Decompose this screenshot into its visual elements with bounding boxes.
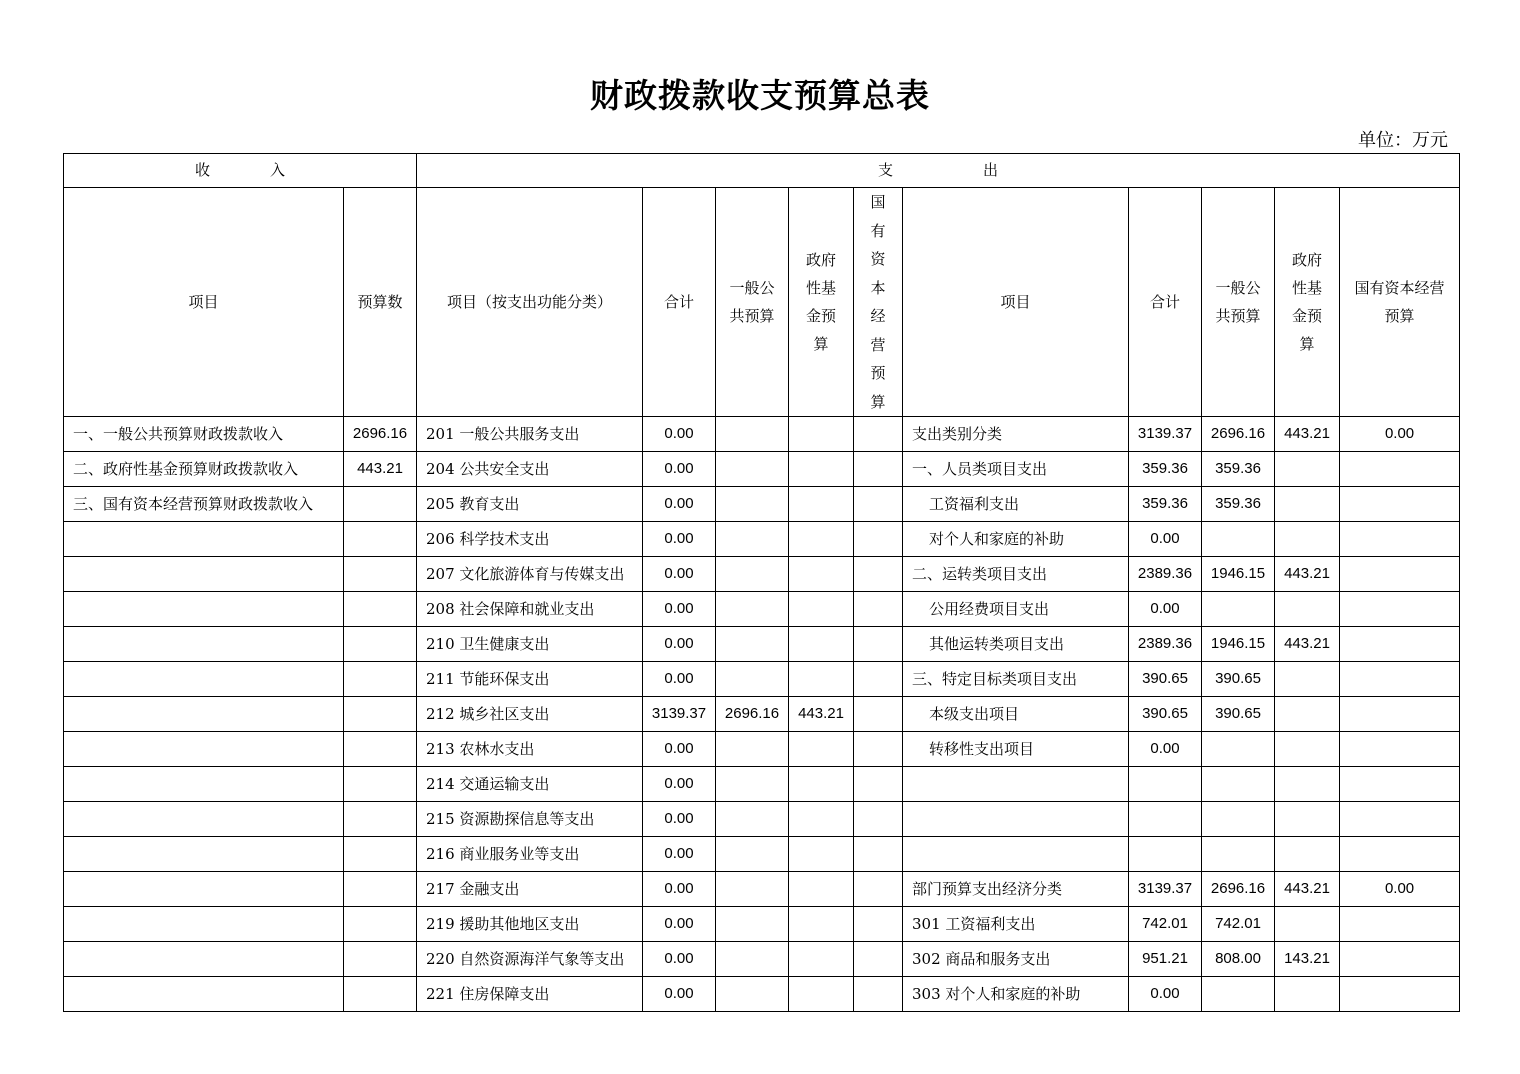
- table-row: [64, 732, 1460, 767]
- income-item-cell: 二、政府性基金预算财政拨款收入: [64, 452, 344, 487]
- econ-total-cell: 0.00: [1129, 592, 1202, 627]
- income-item-cell: [64, 697, 344, 732]
- econ-item-cell: 支出类别分类: [903, 417, 1129, 452]
- econ-total-cell: 742.01: [1129, 907, 1202, 942]
- econ-item-cell: 工资福利支出: [903, 487, 1129, 522]
- func-item-cell: 211 节能环保支出: [417, 662, 643, 697]
- func-total-cell: 0.00: [643, 872, 716, 907]
- econ-state-cell: [1340, 732, 1460, 767]
- func-state-cell: [854, 872, 903, 907]
- func-fund-cell: [789, 417, 854, 452]
- econ-item-cell: [903, 802, 1129, 837]
- econ-general-cell: [1202, 837, 1275, 872]
- econ-state-cell: [1340, 557, 1460, 592]
- income-budget-cell: [344, 802, 417, 837]
- income-budget-cell: [344, 662, 417, 697]
- income-budget-cell: [344, 487, 417, 522]
- func-total-cell: 0.00: [643, 942, 716, 977]
- func-general-cell: [716, 767, 789, 802]
- page-title: 财政拨款收支预算总表: [590, 76, 930, 115]
- func-general-cell: [716, 417, 789, 452]
- col-econ-fund: [1275, 188, 1340, 417]
- econ-item-cell: 303 对个人和家庭的补助: [903, 977, 1129, 1012]
- col-func-fund-label: 政府性基金预算: [806, 251, 837, 353]
- econ-general-cell: [1202, 522, 1275, 557]
- econ-general-cell: [1202, 592, 1275, 627]
- econ-item-cell: 本级支出项目: [903, 697, 1129, 732]
- income-budget-cell: 2696.16: [344, 417, 417, 452]
- income-budget-cell: [344, 732, 417, 767]
- econ-state-cell: [1340, 837, 1460, 872]
- econ-item-cell: [903, 837, 1129, 872]
- econ-fund-cell: [1275, 487, 1340, 522]
- table-row: [64, 452, 1460, 487]
- func-state-cell: [854, 417, 903, 452]
- func-fund-cell: [789, 557, 854, 592]
- income-item-cell: [64, 627, 344, 662]
- func-item-cell: 217 金融支出: [417, 872, 643, 907]
- func-general-cell: [716, 872, 789, 907]
- table-row: [64, 627, 1460, 662]
- func-total-cell: 0.00: [643, 802, 716, 837]
- econ-total-cell: 2389.36: [1129, 557, 1202, 592]
- econ-total-cell: 3139.37: [1129, 417, 1202, 452]
- econ-total-cell: [1129, 837, 1202, 872]
- func-state-cell: [854, 522, 903, 557]
- income-item-cell: [64, 837, 344, 872]
- func-item-cell: 220 自然资源海洋气象等支出: [417, 942, 643, 977]
- econ-state-cell: [1340, 977, 1460, 1012]
- func-general-cell: [716, 732, 789, 767]
- col-func-state: [854, 188, 903, 417]
- col-econ-item-label: 项目: [1000, 293, 1031, 311]
- econ-total-cell: 359.36: [1129, 452, 1202, 487]
- table-row: [64, 907, 1460, 942]
- table-row: [64, 557, 1460, 592]
- econ-total-cell: 390.65: [1129, 697, 1202, 732]
- econ-general-cell: 1946.15: [1202, 557, 1275, 592]
- econ-general-cell: [1202, 767, 1275, 802]
- func-state-cell: [854, 592, 903, 627]
- unit-label: 单位：万元: [1358, 130, 1448, 151]
- econ-state-cell: [1340, 907, 1460, 942]
- func-fund-cell: [789, 802, 854, 837]
- econ-general-cell: 359.36: [1202, 452, 1275, 487]
- income-item-cell: [64, 662, 344, 697]
- func-item-cell: 201 一般公共服务支出: [417, 417, 643, 452]
- econ-state-cell: [1340, 522, 1460, 557]
- income-item-cell: [64, 802, 344, 837]
- econ-item-cell: [903, 767, 1129, 802]
- func-fund-cell: [789, 487, 854, 522]
- econ-fund-cell: [1275, 907, 1340, 942]
- func-fund-cell: 443.21: [789, 697, 854, 732]
- econ-state-cell: [1340, 942, 1460, 977]
- econ-fund-cell: 443.21: [1275, 417, 1340, 452]
- table-row: [64, 697, 1460, 732]
- income-item-cell: [64, 872, 344, 907]
- econ-total-cell: 359.36: [1129, 487, 1202, 522]
- income-item-cell: [64, 557, 344, 592]
- econ-general-cell: 390.65: [1202, 662, 1275, 697]
- col-econ-total: [1129, 188, 1202, 417]
- budget-table: [63, 153, 1460, 1012]
- econ-item-cell: 对个人和家庭的补助: [903, 522, 1129, 557]
- func-fund-cell: [789, 942, 854, 977]
- table-row: [64, 767, 1460, 802]
- func-state-cell: [854, 767, 903, 802]
- table-row: [64, 662, 1460, 697]
- econ-total-cell: [1129, 767, 1202, 802]
- func-state-cell: [854, 837, 903, 872]
- func-general-cell: [716, 977, 789, 1012]
- col-income-item: [64, 188, 344, 417]
- income-item-cell: [64, 732, 344, 767]
- econ-total-cell: 2389.36: [1129, 627, 1202, 662]
- econ-fund-cell: [1275, 802, 1340, 837]
- table-row: [64, 417, 1460, 452]
- income-budget-cell: [344, 767, 417, 802]
- econ-item-cell: 转移性支出项目: [903, 732, 1129, 767]
- econ-state-cell: [1340, 662, 1460, 697]
- func-total-cell: 0.00: [643, 977, 716, 1012]
- func-general-cell: [716, 942, 789, 977]
- func-total-cell: 0.00: [643, 452, 716, 487]
- income-budget-cell: [344, 627, 417, 662]
- func-item-cell: 215 资源勘探信息等支出: [417, 802, 643, 837]
- econ-total-cell: 0.00: [1129, 977, 1202, 1012]
- income-item-cell: [64, 522, 344, 557]
- econ-state-cell: [1340, 697, 1460, 732]
- func-item-cell: 216 商业服务业等支出: [417, 837, 643, 872]
- func-state-cell: [854, 487, 903, 522]
- func-total-cell: 0.00: [643, 767, 716, 802]
- income-budget-cell: [344, 977, 417, 1012]
- econ-fund-cell: [1275, 452, 1340, 487]
- func-total-cell: 0.00: [643, 522, 716, 557]
- func-general-cell: [716, 907, 789, 942]
- func-state-cell: [854, 627, 903, 662]
- econ-item-cell: 公用经费项目支出: [903, 592, 1129, 627]
- econ-fund-cell: [1275, 767, 1340, 802]
- table-row: [64, 837, 1460, 872]
- func-fund-cell: [789, 872, 854, 907]
- col-income-item-label: 项目: [188, 293, 219, 311]
- func-total-cell: 0.00: [643, 662, 716, 697]
- func-total-cell: 0.00: [643, 837, 716, 872]
- econ-state-cell: [1340, 487, 1460, 522]
- econ-item-cell: 302 商品和服务支出: [903, 942, 1129, 977]
- col-econ-item: [903, 188, 1129, 417]
- income-budget-cell: [344, 592, 417, 627]
- table-row: [64, 592, 1460, 627]
- func-general-cell: [716, 522, 789, 557]
- col-func-general-label: 一般公共预算: [729, 279, 775, 325]
- econ-fund-cell: 143.21: [1275, 942, 1340, 977]
- func-item-cell: 207 文化旅游体育与传媒支出: [417, 557, 643, 592]
- func-total-cell: 0.00: [643, 592, 716, 627]
- column-header-row: [64, 188, 1460, 417]
- income-budget-cell: 443.21: [344, 452, 417, 487]
- func-fund-cell: [789, 662, 854, 697]
- income-group-header: 收 入: [64, 154, 417, 188]
- econ-total-cell: [1129, 802, 1202, 837]
- income-item-cell: [64, 592, 344, 627]
- func-state-cell: [854, 557, 903, 592]
- econ-total-cell: 0.00: [1129, 732, 1202, 767]
- func-general-cell: [716, 802, 789, 837]
- func-total-cell: 0.00: [643, 487, 716, 522]
- col-econ-state-label: 国有资本经营预算: [1354, 279, 1445, 325]
- income-budget-cell: [344, 942, 417, 977]
- econ-general-cell: 742.01: [1202, 907, 1275, 942]
- econ-fund-cell: 443.21: [1275, 872, 1340, 907]
- func-item-cell: 214 交通运输支出: [417, 767, 643, 802]
- func-fund-cell: [789, 592, 854, 627]
- income-item-cell: [64, 977, 344, 1012]
- econ-fund-cell: [1275, 662, 1340, 697]
- func-state-cell: [854, 977, 903, 1012]
- func-item-cell: 221 住房保障支出: [417, 977, 643, 1012]
- func-state-cell: [854, 662, 903, 697]
- income-budget-cell: [344, 557, 417, 592]
- col-func-general: [716, 188, 789, 417]
- func-total-cell: 0.00: [643, 732, 716, 767]
- econ-item-cell: 三、特定目标类项目支出: [903, 662, 1129, 697]
- func-total-cell: 0.00: [643, 627, 716, 662]
- income-budget-cell: [344, 522, 417, 557]
- table-row: [64, 522, 1460, 557]
- func-fund-cell: [789, 767, 854, 802]
- econ-item-cell: 301 工资福利支出: [903, 907, 1129, 942]
- func-state-cell: [854, 697, 903, 732]
- func-general-cell: 2696.16: [716, 697, 789, 732]
- income-item-cell: [64, 907, 344, 942]
- col-econ-fund-label: 政府性基金预算: [1292, 251, 1323, 353]
- func-general-cell: [716, 452, 789, 487]
- econ-general-cell: 390.65: [1202, 697, 1275, 732]
- table-row: [64, 872, 1460, 907]
- func-fund-cell: [789, 977, 854, 1012]
- func-state-cell: [854, 452, 903, 487]
- econ-general-cell: 359.36: [1202, 487, 1275, 522]
- col-econ-state: [1340, 188, 1460, 417]
- func-total-cell: 3139.37: [643, 697, 716, 732]
- econ-state-cell: 0.00: [1340, 417, 1460, 452]
- econ-fund-cell: [1275, 732, 1340, 767]
- econ-fund-cell: 443.21: [1275, 557, 1340, 592]
- func-state-cell: [854, 942, 903, 977]
- income-budget-cell: [344, 907, 417, 942]
- func-fund-cell: [789, 522, 854, 557]
- expense-group-header: 支 出: [417, 154, 1460, 188]
- col-func-total-label: 合计: [664, 293, 695, 311]
- econ-total-cell: 390.65: [1129, 662, 1202, 697]
- econ-state-cell: [1340, 767, 1460, 802]
- econ-fund-cell: [1275, 837, 1340, 872]
- table-row: [64, 802, 1460, 837]
- group-header-row: [64, 154, 1460, 188]
- func-item-cell: 205 教育支出: [417, 487, 643, 522]
- func-item-cell: 219 援助其他地区支出: [417, 907, 643, 942]
- income-item-cell: [64, 942, 344, 977]
- income-item-cell: 一、一般公共预算财政拨款收入: [64, 417, 344, 452]
- table-row: [64, 977, 1460, 1012]
- func-total-cell: 0.00: [643, 907, 716, 942]
- func-item-cell: 210 卫生健康支出: [417, 627, 643, 662]
- func-fund-cell: [789, 627, 854, 662]
- func-total-cell: 0.00: [643, 417, 716, 452]
- col-func-total: [643, 188, 716, 417]
- econ-item-cell: 部门预算支出经济分类: [903, 872, 1129, 907]
- func-general-cell: [716, 592, 789, 627]
- econ-fund-cell: [1275, 697, 1340, 732]
- econ-general-cell: 1946.15: [1202, 627, 1275, 662]
- col-func-state-label: 国有资本经营预算: [870, 193, 886, 411]
- econ-state-cell: 0.00: [1340, 872, 1460, 907]
- col-func-item-label: 项目（按支出功能分类）: [447, 293, 613, 311]
- econ-total-cell: 951.21: [1129, 942, 1202, 977]
- econ-state-cell: [1340, 592, 1460, 627]
- econ-general-cell: [1202, 732, 1275, 767]
- income-budget-cell: [344, 837, 417, 872]
- econ-fund-cell: [1275, 522, 1340, 557]
- econ-fund-cell: [1275, 977, 1340, 1012]
- col-income-budget: [344, 188, 417, 417]
- table-row: [64, 487, 1460, 522]
- econ-general-cell: 2696.16: [1202, 872, 1275, 907]
- col-func-item: [417, 188, 643, 417]
- econ-item-cell: 其他运转类项目支出: [903, 627, 1129, 662]
- table-row: [64, 942, 1460, 977]
- col-econ-general-label: 一般公共预算: [1215, 279, 1261, 325]
- econ-general-cell: 2696.16: [1202, 417, 1275, 452]
- func-item-cell: 204 公共安全支出: [417, 452, 643, 487]
- func-fund-cell: [789, 907, 854, 942]
- econ-general-cell: 808.00: [1202, 942, 1275, 977]
- func-item-cell: 206 科学技术支出: [417, 522, 643, 557]
- econ-item-cell: 二、运转类项目支出: [903, 557, 1129, 592]
- col-func-fund: [789, 188, 854, 417]
- econ-state-cell: [1340, 627, 1460, 662]
- econ-state-cell: [1340, 802, 1460, 837]
- col-econ-total-label: 合计: [1150, 293, 1181, 311]
- func-general-cell: [716, 627, 789, 662]
- func-general-cell: [716, 837, 789, 872]
- col-econ-general: [1202, 188, 1275, 417]
- econ-fund-cell: 443.21: [1275, 627, 1340, 662]
- func-item-cell: 208 社会保障和就业支出: [417, 592, 643, 627]
- func-general-cell: [716, 557, 789, 592]
- func-state-cell: [854, 732, 903, 767]
- func-state-cell: [854, 802, 903, 837]
- income-budget-cell: [344, 697, 417, 732]
- econ-total-cell: 3139.37: [1129, 872, 1202, 907]
- income-item-cell: [64, 767, 344, 802]
- func-item-cell: 212 城乡社区支出: [417, 697, 643, 732]
- func-fund-cell: [789, 732, 854, 767]
- econ-state-cell: [1340, 452, 1460, 487]
- func-state-cell: [854, 907, 903, 942]
- income-item-cell: 三、国有资本经营预算财政拨款收入: [64, 487, 344, 522]
- func-item-cell: 213 农林水支出: [417, 732, 643, 767]
- econ-fund-cell: [1275, 592, 1340, 627]
- func-fund-cell: [789, 837, 854, 872]
- func-fund-cell: [789, 452, 854, 487]
- func-general-cell: [716, 662, 789, 697]
- econ-item-cell: 一、人员类项目支出: [903, 452, 1129, 487]
- func-total-cell: 0.00: [643, 557, 716, 592]
- econ-general-cell: [1202, 977, 1275, 1012]
- econ-general-cell: [1202, 802, 1275, 837]
- func-general-cell: [716, 487, 789, 522]
- col-income-budget-label: 预算数: [357, 293, 403, 311]
- income-budget-cell: [344, 872, 417, 907]
- econ-total-cell: 0.00: [1129, 522, 1202, 557]
